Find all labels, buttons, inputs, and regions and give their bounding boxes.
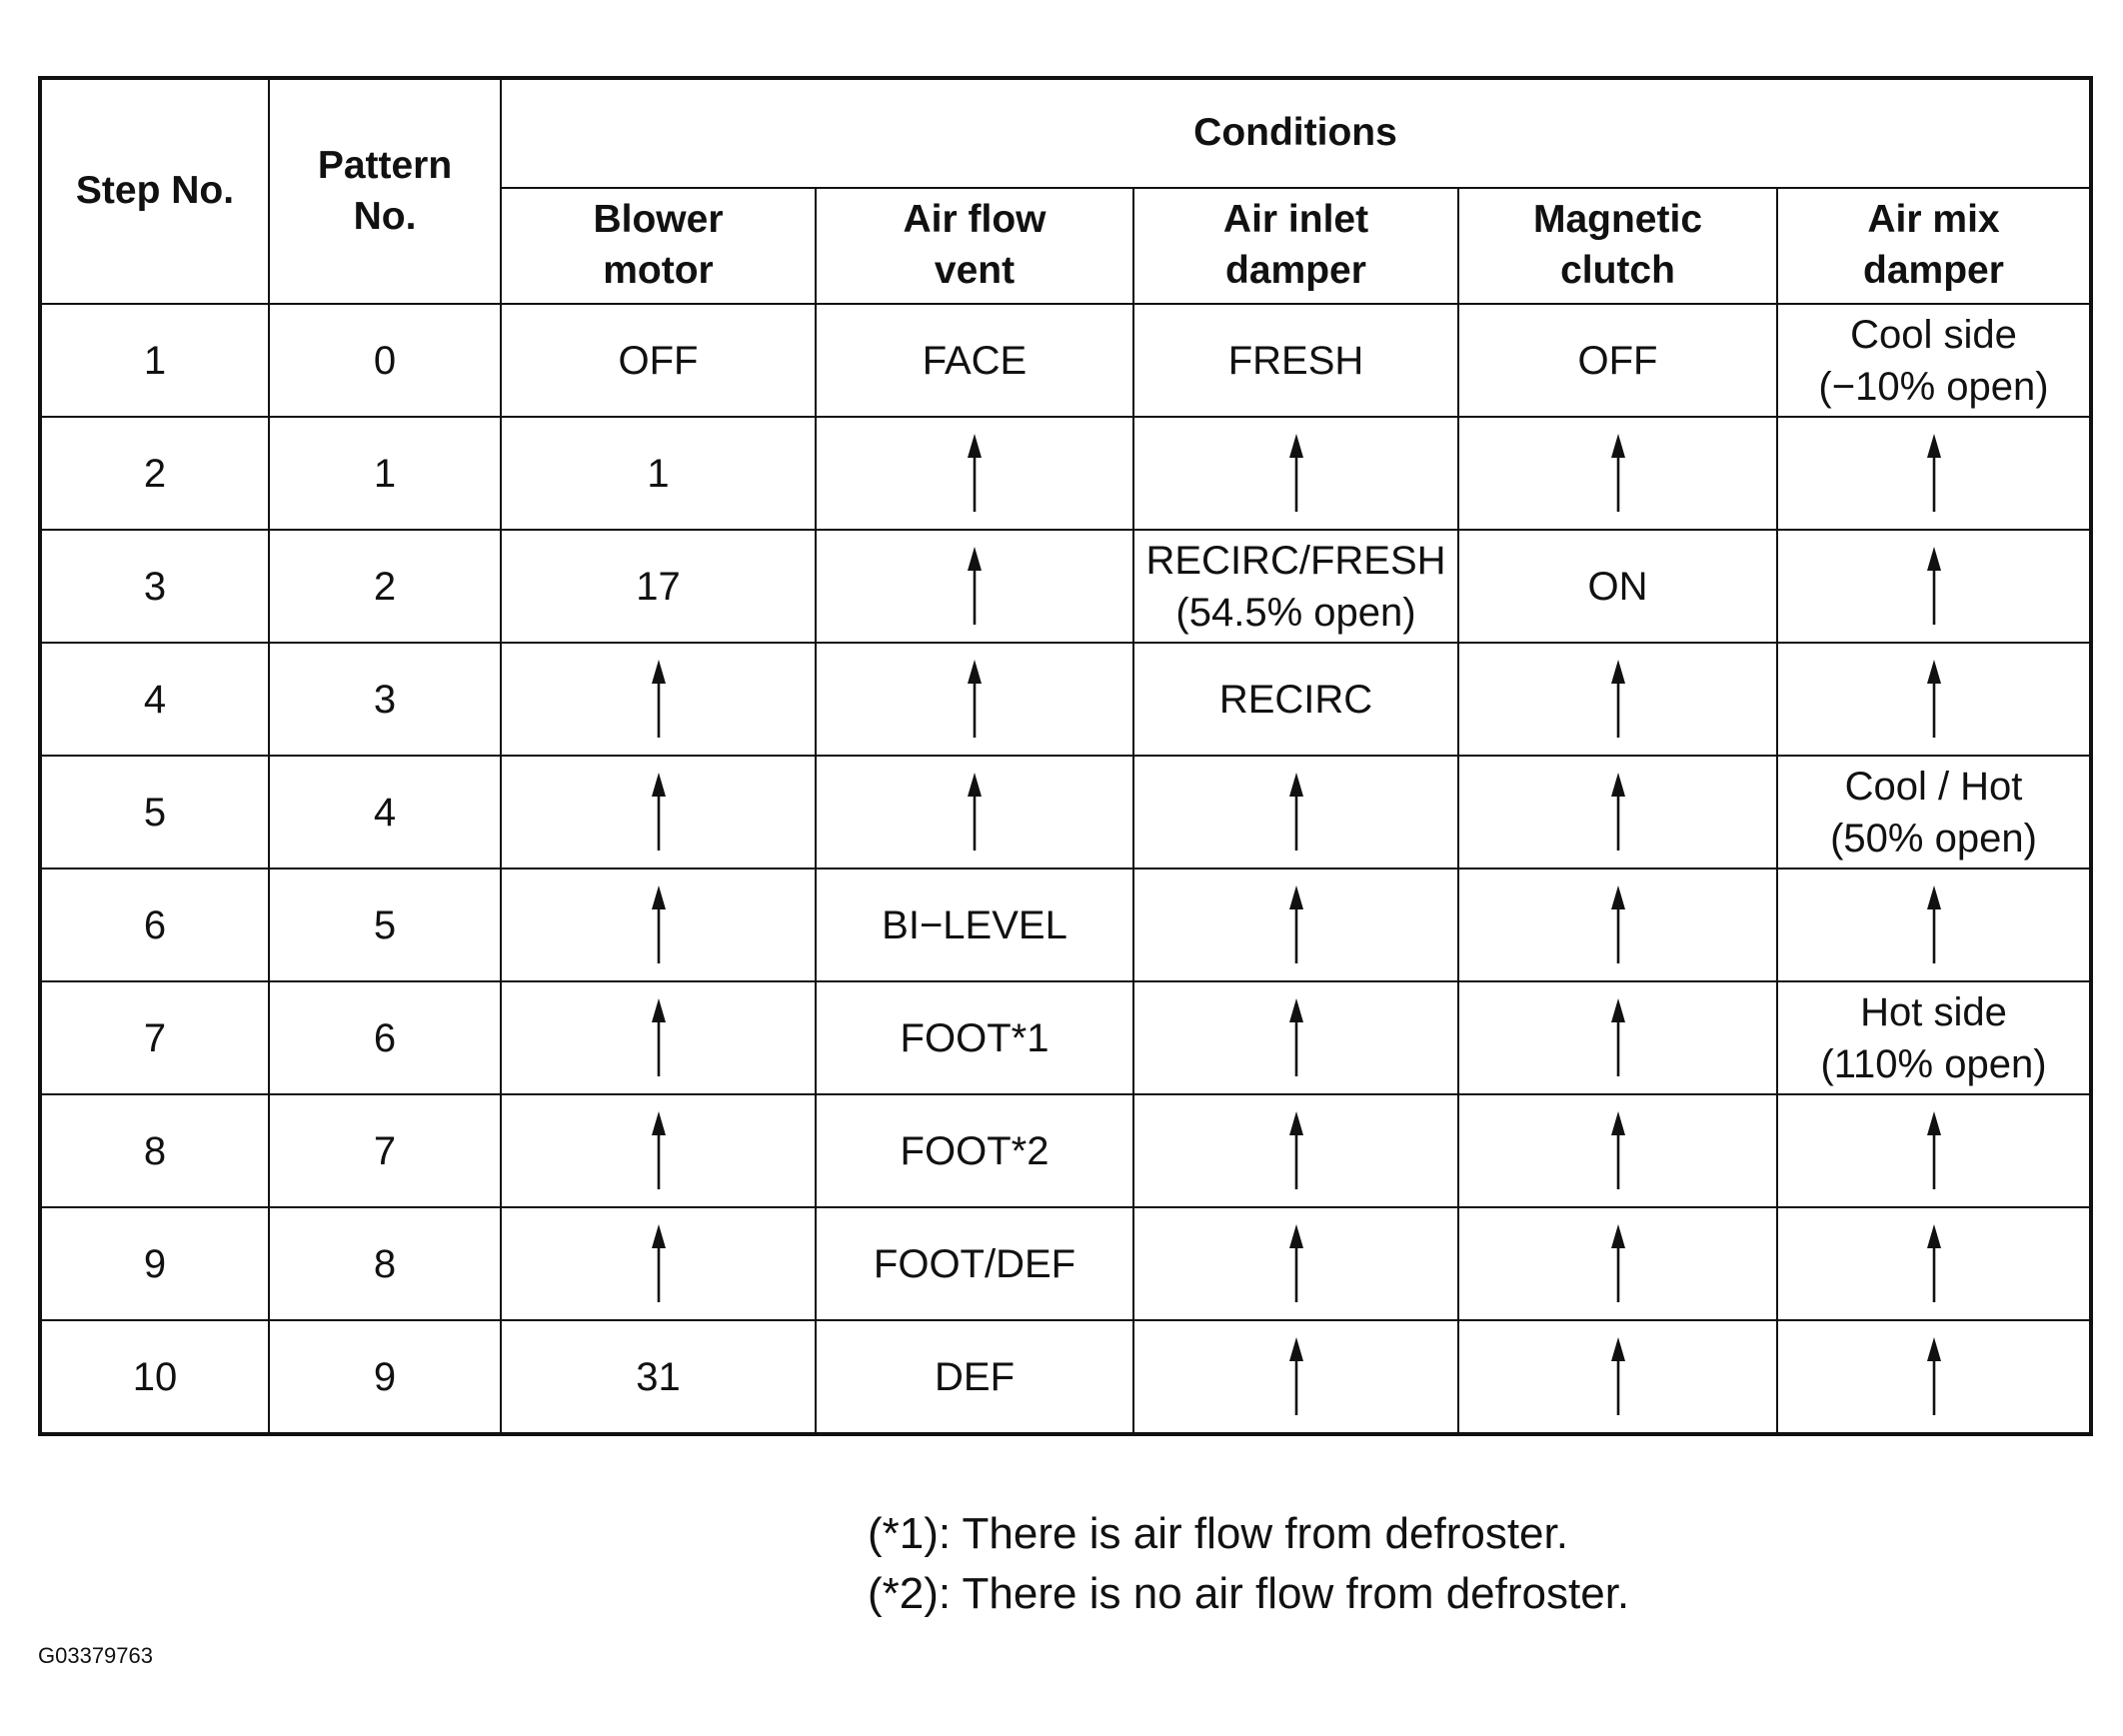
magnetic-clutch-cell [1458,756,1777,868]
step-no-cell [40,1207,269,1320]
air-mix-damper-cell-text: Cool side (−10% open) [1818,312,2049,409]
step-no-cell-text: 6 [143,902,167,947]
air-mix-damper-cell [1777,1207,2091,1320]
up-arrow-icon [967,434,983,514]
magnetic-clutch-header: Magnetic clutch [1458,188,1777,304]
air-mix-damper-cell [1777,530,2091,643]
pattern-no-cell-text: 8 [373,1241,397,1286]
blower-motor-cell-text: 31 [636,1354,681,1399]
air-flow-vent-cell [816,417,1133,530]
air-inlet-damper-cell [1133,417,1458,530]
up-arrow-icon [1288,885,1304,965]
step-no-cell [40,868,269,981]
air-flow-vent-cell [816,643,1133,756]
up-arrow-icon [1288,773,1304,853]
table-row [40,643,2091,756]
blower-motor-cell [501,304,816,417]
pattern-no-cell-text: 0 [373,338,397,383]
air-flow-vent-cell [816,1094,1133,1207]
up-arrow-icon [1288,1111,1304,1191]
blower-motor-cell [501,981,816,1094]
conditions-header: Conditions [501,78,2091,188]
table-row [40,868,2091,981]
up-arrow-icon [651,1224,667,1304]
up-arrow-icon [1926,885,1942,965]
blower-motor-cell [501,417,816,530]
magnetic-clutch-cell [1458,868,1777,981]
up-arrow-icon [1610,1337,1626,1417]
up-arrow-icon [651,885,667,965]
pattern-no-cell [269,1094,501,1207]
up-arrow-icon [1610,434,1626,514]
air-inlet-damper-cell [1133,981,1458,1094]
step-no-cell-text: 9 [143,1241,167,1286]
up-arrow-icon [651,660,667,740]
figure-id: G03379763 [38,1643,153,1668]
air-mix-damper-cell [1777,756,2091,868]
air-inlet-damper-cell [1133,1207,1458,1320]
up-arrow-icon [651,1111,667,1191]
air-flow-vent-cell [816,304,1133,417]
pattern-no-cell [269,981,501,1094]
up-arrow-icon [1926,1224,1942,1304]
table-row [40,1320,2091,1434]
air-flow-vent-cell-text: FACE [922,338,1028,383]
up-arrow-icon [1610,1224,1626,1304]
air-flow-vent-cell-text: BI−LEVEL [882,902,1067,947]
magnetic-clutch-cell [1458,417,1777,530]
up-arrow-icon [967,773,983,853]
magnetic-clutch-cell [1458,1094,1777,1207]
air-mix-damper-cell [1777,417,2091,530]
table-row [40,981,2091,1094]
air-inlet-damper-cell-text: FRESH [1227,338,1364,383]
step-no-cell [40,643,269,756]
blower-motor-cell [501,1207,816,1320]
up-arrow-icon [1926,1337,1942,1417]
up-arrow-icon [1926,547,1942,627]
pattern-no-cell [269,643,501,756]
air-mix-damper-cell [1777,643,2091,756]
air-inlet-damper-cell [1133,1094,1458,1207]
air-mix-damper-cell [1777,981,2091,1094]
step-no-cell-text: 10 [132,1354,178,1399]
air-flow-vent-cell-text: DEF [935,1354,1015,1399]
magnetic-clutch-cell [1458,1207,1777,1320]
up-arrow-icon [1610,660,1626,740]
blower-motor-cell-text: OFF [618,338,699,383]
pattern-no-cell-text: 5 [373,902,397,947]
blower-motor-cell [501,1094,816,1207]
pattern-no-cell-text: 9 [373,1354,397,1399]
pattern-no-cell-text: 3 [373,677,397,722]
air-mix-damper-cell [1777,1320,2091,1434]
air-mix-damper-cell-text: Cool / Hot (50% open) [1830,764,2037,861]
air-inlet-damper-cell [1133,868,1458,981]
pattern-no-cell [269,304,501,417]
magnetic-clutch-cell [1458,530,1777,643]
pattern-no-cell [269,417,501,530]
magnetic-clutch-cell [1458,981,1777,1094]
up-arrow-icon [1610,885,1626,965]
pattern-no-cell-text: 6 [373,1015,397,1060]
pattern-no-cell-text: 7 [373,1128,397,1173]
blower-motor-cell-text: 1 [647,451,670,496]
step-no-header: Step No. [40,78,269,304]
air-inlet-damper-cell [1133,304,1458,417]
air-flow-vent-cell-text: FOOT/DEF [873,1241,1076,1286]
air-inlet-damper-cell [1133,643,1458,756]
air-mix-damper-header: Air mix damper [1777,188,2091,304]
magnetic-clutch-cell-text: ON [1587,564,1648,609]
air-inlet-damper-cell-text: RECIRC [1218,677,1373,722]
table-row [40,1207,2091,1320]
air-flow-vent-cell [816,981,1133,1094]
air-inlet-damper-cell-text: RECIRC/FRESH (54.5% open) [1145,538,1446,635]
step-no-cell-text: 2 [143,451,167,496]
air-flow-vent-cell-text: FOOT*2 [900,1128,1050,1173]
pattern-no-cell [269,868,501,981]
air-inlet-damper-header: Air inlet damper [1133,188,1458,304]
up-arrow-icon [1926,660,1942,740]
air-flow-vent-cell-text: FOOT*1 [900,1015,1050,1060]
air-inlet-damper-cell [1133,756,1458,868]
table-row [40,530,2091,643]
up-arrow-icon [1288,998,1304,1078]
up-arrow-icon [1288,1337,1304,1417]
up-arrow-icon [967,660,983,740]
magnetic-clutch-cell-text: OFF [1577,338,1658,383]
air-mix-damper-cell [1777,868,2091,981]
pattern-no-cell-text: 2 [373,564,397,609]
table-row [40,1094,2091,1207]
air-flow-vent-cell [816,1320,1133,1434]
step-no-cell [40,304,269,417]
pattern-no-cell-text: 4 [373,790,397,835]
table-row [40,417,2091,530]
up-arrow-icon [1288,434,1304,514]
blower-motor-cell [501,868,816,981]
air-mix-damper-cell [1777,304,2091,417]
step-no-cell [40,530,269,643]
pattern-no-cell [269,530,501,643]
blower-motor-cell-text: 17 [636,564,681,609]
air-flow-vent-cell [816,1207,1133,1320]
step-no-cell-text: 1 [143,338,167,383]
step-no-cell [40,756,269,868]
up-arrow-icon [651,998,667,1078]
step-no-cell [40,1320,269,1434]
table-row [40,756,2091,868]
up-arrow-icon [1610,998,1626,1078]
magnetic-clutch-cell [1458,1320,1777,1434]
up-arrow-icon [1288,1224,1304,1304]
step-no-cell [40,1094,269,1207]
table-row [40,304,2091,417]
blower-motor-header: Blower motor [501,188,816,304]
air-inlet-damper-cell [1133,1320,1458,1434]
air-flow-vent-header: Air flow vent [816,188,1133,304]
pattern-no-cell [269,1207,501,1320]
blower-motor-cell [501,643,816,756]
footnote-1: (*1): There is air flow from defroster. [868,1509,1568,1558]
footnote-2: (*2): There is no air flow from defroster. [868,1569,1630,1618]
pattern-no-header: Pattern No. [269,78,501,304]
up-arrow-icon [1610,773,1626,853]
up-arrow-icon [1610,1111,1626,1191]
air-flow-vent-cell [816,868,1133,981]
up-arrow-icon [651,773,667,853]
pattern-no-cell [269,756,501,868]
magnetic-clutch-cell [1458,643,1777,756]
up-arrow-icon [967,547,983,627]
step-no-cell-text: 7 [143,1015,167,1060]
blower-motor-cell [501,756,816,868]
conditions-table [38,76,2093,1436]
air-mix-damper-cell-text: Hot side (110% open) [1820,989,2047,1086]
magnetic-clutch-cell [1458,304,1777,417]
step-no-cell-text: 8 [143,1128,167,1173]
blower-motor-cell [501,530,816,643]
blower-motor-cell [501,1320,816,1434]
step-no-cell-text: 4 [143,677,167,722]
pattern-no-cell [269,1320,501,1434]
air-inlet-damper-cell [1133,530,1458,643]
air-flow-vent-cell [816,756,1133,868]
up-arrow-icon [1926,434,1942,514]
up-arrow-icon [1926,1111,1942,1191]
step-no-cell-text: 5 [143,790,167,835]
air-flow-vent-cell [816,530,1133,643]
step-no-cell [40,981,269,1094]
pattern-no-cell-text: 1 [373,451,397,496]
footnotes [868,1504,1629,1624]
air-mix-damper-cell [1777,1094,2091,1207]
step-no-cell-text: 3 [143,564,167,609]
step-no-cell [40,417,269,530]
table-body [40,304,2091,1434]
